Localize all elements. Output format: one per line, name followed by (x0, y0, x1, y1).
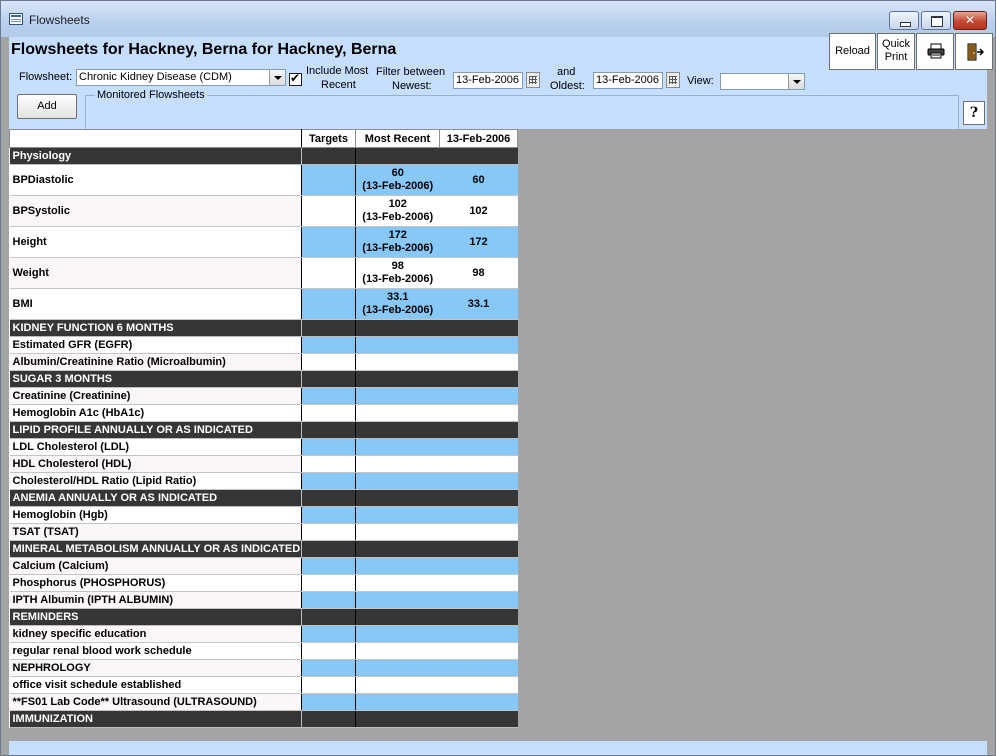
flowsheet-item-name[interactable]: Calcium (Calcium) (10, 558, 302, 575)
section-cell (356, 148, 518, 165)
target-cell[interactable] (302, 289, 356, 320)
table-row[interactable] (10, 626, 518, 643)
most-recent-cell[interactable] (356, 405, 440, 422)
table-row[interactable] (10, 388, 518, 405)
section-row (10, 148, 518, 165)
include-most-recent-label-line1: Include Most (306, 65, 369, 77)
flowsheet-item-name[interactable]: Albumin/Creatinine Ratio (Microalbumin) (10, 354, 302, 371)
section-row (10, 711, 518, 728)
most-recent-date: (13-Feb-2006) (362, 273, 434, 285)
flowsheet-item-name[interactable]: Weight (10, 258, 302, 289)
monitored-flowsheets-box (85, 95, 959, 129)
section-cell (302, 371, 356, 388)
date-value-cell[interactable] (440, 643, 518, 660)
column-header-date: 13-Feb-2006 (440, 130, 518, 148)
table-row[interactable] (10, 592, 518, 609)
target-cell[interactable] (302, 626, 356, 643)
include-most-recent-checkbox[interactable] (289, 73, 302, 86)
date-value-cell[interactable] (440, 388, 518, 405)
date-value-cell[interactable] (440, 473, 518, 490)
calendar-icon[interactable] (666, 72, 680, 88)
most-recent-cell[interactable] (356, 258, 440, 289)
target-cell[interactable] (302, 165, 356, 196)
table-row[interactable] (10, 643, 518, 660)
flowsheet-item-name[interactable]: LDL Cholesterol (LDL) (10, 439, 302, 456)
section-cell (302, 320, 356, 337)
section-cell (302, 541, 356, 558)
bottom-strip (9, 741, 987, 755)
reload-button-label: Reload (835, 45, 870, 57)
date-value-cell[interactable]: 98 (440, 258, 518, 289)
target-cell[interactable] (302, 473, 356, 490)
table-row[interactable] (10, 337, 518, 354)
add-button[interactable]: Add (17, 94, 77, 119)
window-title: Flowsheets (29, 13, 90, 27)
flowsheet-select-value: Chronic Kidney Disease (CDM) (79, 71, 232, 83)
flowsheet-item-name[interactable]: **FS01 Lab Code** Ultrasound (ULTRASOUND) (10, 694, 302, 711)
section-row (10, 320, 518, 337)
column-header-targets: Targets (302, 130, 356, 148)
most-recent-value: 172 (388, 229, 407, 241)
flowsheet-item-name[interactable]: regular renal blood work schedule (10, 643, 302, 660)
target-cell[interactable] (302, 456, 356, 473)
section-cell (356, 320, 518, 337)
section-cell (302, 711, 356, 728)
help-button[interactable] (963, 101, 985, 125)
column-header-most-recent: Most Recent (356, 130, 440, 148)
flowsheet-item-name[interactable]: Phosphorus (PHOSPHORUS) (10, 575, 302, 592)
exit-door-icon (966, 43, 984, 61)
most-recent-cell[interactable] (356, 626, 440, 643)
most-recent-cell[interactable] (356, 592, 440, 609)
most-recent-value: 33.1 (387, 291, 409, 303)
most-recent-cell[interactable] (356, 694, 440, 711)
date-value-cell[interactable] (440, 694, 518, 711)
flowsheet-select[interactable] (76, 69, 286, 86)
section-cell (356, 541, 518, 558)
table-row[interactable] (10, 196, 518, 227)
target-cell[interactable] (302, 439, 356, 456)
target-cell[interactable] (302, 694, 356, 711)
section-cell (356, 609, 518, 626)
section-title: MINERAL METABOLISM ANNUALLY OR AS INDICATED (10, 541, 302, 558)
table-row[interactable] (10, 507, 518, 524)
chevron-down-icon[interactable] (788, 74, 804, 89)
oldest-label: Oldest: (550, 80, 585, 92)
target-cell[interactable] (302, 524, 356, 541)
flowsheet-table (9, 129, 518, 728)
target-cell[interactable] (302, 337, 356, 354)
close-button[interactable] (953, 11, 987, 30)
flowsheet-label: Flowsheet: (19, 71, 73, 83)
target-cell[interactable] (302, 405, 356, 422)
section-title: IMMUNIZATION (10, 711, 302, 728)
section-title: Physiology (10, 148, 302, 165)
print-button[interactable] (916, 33, 954, 70)
most-recent-cell[interactable] (356, 575, 440, 592)
date-value-cell[interactable] (440, 524, 518, 541)
flowsheet-grid-area[interactable] (9, 129, 987, 741)
section-title: LIPID PROFILE ANNUALLY OR AS INDICATED (10, 422, 302, 439)
table-row[interactable] (10, 473, 518, 490)
section-title: ANEMIA ANNUALLY OR AS INDICATED (10, 490, 302, 507)
target-cell[interactable] (302, 354, 356, 371)
newest-label: Newest: (392, 80, 432, 92)
maximize-button[interactable] (921, 11, 951, 30)
minimize-button[interactable] (889, 11, 919, 30)
newest-date-input[interactable]: 13-Feb-2006 (453, 72, 523, 89)
target-cell[interactable] (302, 196, 356, 227)
table-row[interactable] (10, 289, 518, 320)
section-cell (302, 422, 356, 439)
section-row (10, 541, 518, 558)
table-row[interactable] (10, 354, 518, 371)
table-row[interactable] (10, 258, 518, 289)
date-value-cell[interactable] (440, 677, 518, 694)
flowsheet-table-body (10, 148, 518, 728)
table-row[interactable] (10, 456, 518, 473)
section-cell (302, 148, 356, 165)
most-recent-value: 102 (388, 198, 407, 210)
most-recent-cell[interactable] (356, 660, 440, 677)
view-label: View: (687, 75, 714, 87)
date-value-cell[interactable] (440, 558, 518, 575)
flowsheet-item-name[interactable]: Height (10, 227, 302, 258)
section-cell (356, 490, 518, 507)
most-recent-cell[interactable] (356, 388, 440, 405)
most-recent-cell[interactable] (356, 643, 440, 660)
date-value-cell[interactable] (440, 405, 518, 422)
date-value-cell[interactable] (440, 439, 518, 456)
oldest-date-input[interactable]: 13-Feb-2006 (593, 72, 663, 89)
column-header-name (10, 130, 302, 148)
most-recent-cell[interactable] (356, 456, 440, 473)
quick-print-label-line2: Print (884, 51, 908, 63)
chevron-down-icon[interactable] (269, 70, 285, 85)
date-value-cell[interactable] (440, 507, 518, 524)
date-value-cell[interactable] (440, 456, 518, 473)
flowsheet-app-icon (9, 13, 23, 25)
view-select[interactable] (720, 73, 805, 90)
most-recent-date: (13-Feb-2006) (362, 180, 434, 192)
section-title: KIDNEY FUNCTION 6 MONTHS (10, 320, 302, 337)
section-title: SUGAR 3 MONTHS (10, 371, 302, 388)
most-recent-cell[interactable] (356, 165, 440, 196)
exit-button[interactable] (955, 33, 993, 70)
most-recent-value: 98 (391, 260, 404, 272)
table-row[interactable] (10, 694, 518, 711)
flowsheet-item-name[interactable]: BPSystolic (10, 196, 302, 227)
flowsheet-item-name[interactable]: Estimated GFR (EGFR) (10, 337, 302, 354)
flowsheet-item-name[interactable]: Hemoglobin (Hgb) (10, 507, 302, 524)
date-value-cell[interactable] (440, 575, 518, 592)
filter-between-label: Filter between (376, 66, 446, 78)
target-cell[interactable] (302, 558, 356, 575)
section-cell (302, 609, 356, 626)
date-value-cell[interactable]: 102 (440, 196, 518, 227)
flowsheet-item-name[interactable]: IPTH Albumin (IPTH ALBUMIN) (10, 592, 302, 609)
target-cell[interactable] (302, 507, 356, 524)
date-value-cell[interactable]: 33.1 (440, 289, 518, 320)
target-cell[interactable] (302, 258, 356, 289)
target-cell[interactable] (302, 660, 356, 677)
table-row[interactable] (10, 575, 518, 592)
and-label: and (557, 66, 576, 78)
table-row[interactable] (10, 558, 518, 575)
flowsheet-item-name[interactable]: kidney specific education (10, 626, 302, 643)
quick-print-button[interactable] (877, 33, 915, 70)
monitored-flowsheets-label: Monitored Flowsheets (97, 89, 205, 101)
most-recent-date: (13-Feb-2006) (362, 242, 434, 254)
target-cell[interactable] (302, 592, 356, 609)
section-title: REMINDERS (10, 609, 302, 626)
section-cell (356, 711, 518, 728)
most-recent-cell[interactable] (356, 473, 440, 490)
table-header-row (10, 130, 518, 148)
date-value-cell[interactable] (440, 337, 518, 354)
most-recent-cell[interactable] (356, 196, 440, 227)
target-cell[interactable] (302, 388, 356, 405)
calendar-icon[interactable] (526, 72, 540, 88)
flowsheet-item-name[interactable]: office visit schedule established (10, 677, 302, 694)
flowsheet-item-name[interactable]: Hemoglobin A1c (HbA1c) (10, 405, 302, 422)
target-cell[interactable] (302, 575, 356, 592)
table-row[interactable] (10, 524, 518, 541)
section-row (10, 609, 518, 626)
most-recent-value: 60 (391, 167, 404, 179)
most-recent-date: (13-Feb-2006) (362, 304, 434, 316)
flowsheet-item-name[interactable]: TSAT (TSAT) (10, 524, 302, 541)
section-row (10, 371, 518, 388)
date-value-cell[interactable] (440, 592, 518, 609)
most-recent-cell[interactable] (356, 289, 440, 320)
section-row (10, 490, 518, 507)
target-cell[interactable] (302, 677, 356, 694)
table-row[interactable] (10, 165, 518, 196)
include-most-recent-label-line2: Recent (321, 79, 356, 91)
most-recent-cell[interactable] (356, 558, 440, 575)
page-title: Flowsheets for Hackney, Berna for Hackney, Berna (11, 41, 397, 58)
table-row[interactable] (10, 405, 518, 422)
table-row[interactable] (10, 660, 518, 677)
target-cell[interactable] (302, 643, 356, 660)
quick-print-label-line1: Quick (881, 38, 911, 50)
most-recent-cell[interactable] (356, 677, 440, 694)
most-recent-cell[interactable] (356, 354, 440, 371)
printer-icon (927, 43, 945, 59)
most-recent-cell[interactable] (356, 337, 440, 354)
table-row[interactable] (10, 439, 518, 456)
most-recent-cell[interactable] (356, 227, 440, 258)
date-value-cell[interactable] (440, 660, 518, 677)
title-bar[interactable] (1, 1, 995, 37)
most-recent-cell[interactable] (356, 524, 440, 541)
flowsheet-item-name[interactable]: Creatinine (Creatinine) (10, 388, 302, 405)
section-cell (356, 371, 518, 388)
target-cell[interactable] (302, 227, 356, 258)
help-icon: ? (969, 105, 979, 121)
date-value-cell[interactable] (440, 626, 518, 643)
table-row[interactable] (10, 227, 518, 258)
flowsheet-item-name[interactable]: BMI (10, 289, 302, 320)
flowsheet-item-name[interactable]: HDL Cholesterol (HDL) (10, 456, 302, 473)
section-cell (356, 422, 518, 439)
section-cell (302, 490, 356, 507)
date-value-cell[interactable] (440, 354, 518, 371)
flowsheet-item-name[interactable]: Cholesterol/HDL Ratio (Lipid Ratio) (10, 473, 302, 490)
most-recent-cell[interactable] (356, 439, 440, 456)
flowsheet-item-name[interactable]: NEPHROLOGY (10, 660, 302, 677)
date-value-cell[interactable]: 172 (440, 227, 518, 258)
table-row[interactable] (10, 677, 518, 694)
flowsheet-item-name[interactable]: BPDiastolic (10, 165, 302, 196)
date-value-cell[interactable]: 60 (440, 165, 518, 196)
reload-button[interactable] (829, 33, 876, 70)
most-recent-cell[interactable] (356, 507, 440, 524)
most-recent-date: (13-Feb-2006) (362, 211, 434, 223)
section-row (10, 422, 518, 439)
